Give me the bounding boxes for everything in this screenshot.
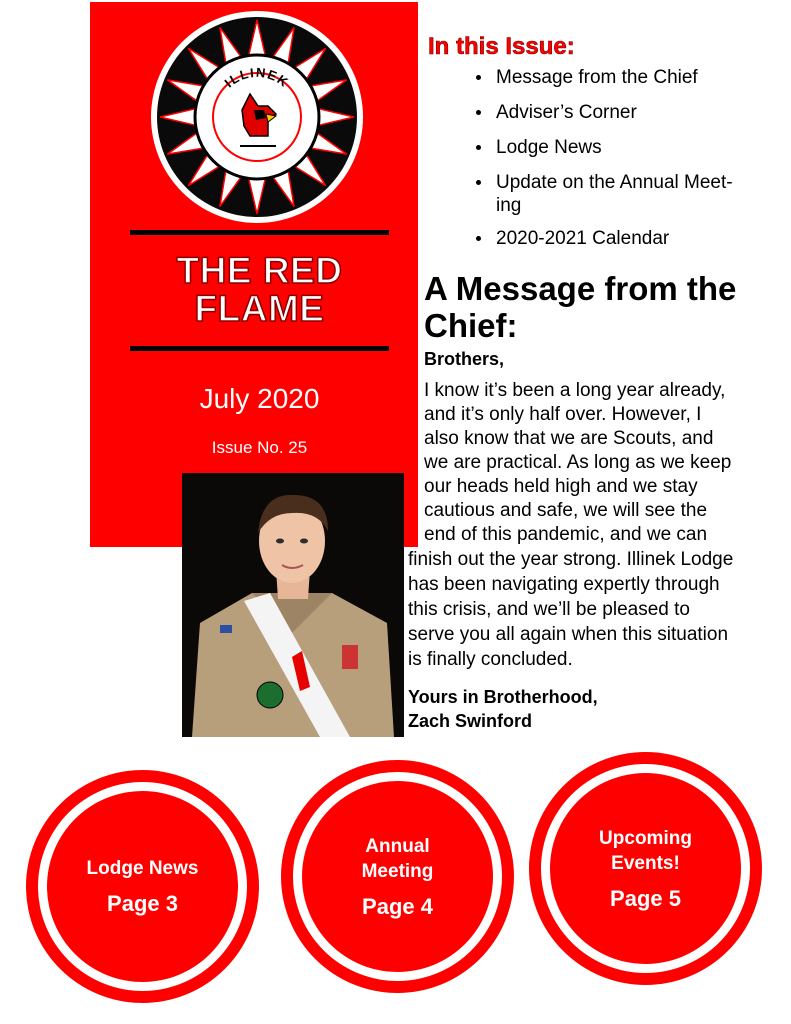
toc-item: Lodge News xyxy=(474,136,774,159)
message-line: finish out the year strong. Illinek Lodge xyxy=(408,549,734,570)
message-heading xyxy=(424,270,784,344)
toc-item xyxy=(474,171,774,217)
badge-label: Lodge News xyxy=(86,858,199,879)
message-greeting: Brothers, xyxy=(424,349,505,369)
lodge-news-badge[interactable] xyxy=(26,770,259,1003)
author-name: Zach Swinford xyxy=(408,711,533,731)
newsletter-title xyxy=(130,252,389,328)
message-line: has been navigating expertly through xyxy=(408,574,720,595)
badge-label-line-2: Events! xyxy=(611,852,680,874)
badge-label xyxy=(599,826,692,876)
lodge-logo-icon xyxy=(150,10,364,224)
toc-item-line-1: Update on the Annual Meet- xyxy=(496,172,733,193)
badge-label xyxy=(362,834,434,884)
message-line: we are practical. As long as we keep xyxy=(424,452,732,473)
message-line: also know that we are Scouts, and xyxy=(424,428,714,449)
upcoming-events-badge[interactable] xyxy=(529,752,762,985)
badge-page: Page 3 xyxy=(107,891,178,916)
title-line-2: FLAME xyxy=(194,288,325,329)
badge-label-line-2: Meeting xyxy=(361,860,434,882)
message-heading-line-1: A Message from the xyxy=(424,270,737,307)
issue-number: Issue No. 25 xyxy=(211,438,308,457)
message-line: cautious and safe, we will see the xyxy=(424,500,708,521)
message-line: this crisis, and we’ll be pleased to xyxy=(408,599,690,620)
toc-item: Adviser’s Corner xyxy=(474,101,774,124)
toc-item-line-2: ing xyxy=(496,195,522,216)
message-line: is finally concluded. xyxy=(408,649,573,670)
signoff-line: Yours in Brotherhood, xyxy=(408,687,598,707)
badge-label-line-1: Upcoming xyxy=(599,827,692,849)
toc-item: 2020-2021 Calendar xyxy=(474,227,774,250)
message-line: our heads held high and we stay xyxy=(424,476,698,497)
toc-list xyxy=(474,66,774,262)
svg-text:ILLINEK: ILLINEK xyxy=(221,64,292,91)
message-signoff xyxy=(408,685,598,733)
chief-portrait-photo xyxy=(182,473,404,737)
message-line: and it’s only half over. However, I xyxy=(424,404,702,425)
issue-date: July 2020 xyxy=(199,383,320,414)
message-line: I know it’s been a long year already, xyxy=(424,380,726,401)
message-heading-line-2: Chief: xyxy=(424,307,518,344)
toc-item: Message from the Chief xyxy=(474,66,774,89)
title-line-1: THE RED xyxy=(176,250,343,291)
toc-heading: In this Issue: xyxy=(428,33,575,60)
title-rule-bottom xyxy=(130,346,389,351)
message-line: end of this pandemic, and we can xyxy=(424,524,708,545)
badge-page: Page 5 xyxy=(610,885,681,911)
badge-page: Page 4 xyxy=(362,893,433,919)
message-line: serve you all again when this situation xyxy=(408,624,729,645)
annual-meeting-badge[interactable] xyxy=(281,760,514,993)
badge-label-line-1: Annual xyxy=(365,835,430,857)
title-rule-top xyxy=(130,230,389,235)
